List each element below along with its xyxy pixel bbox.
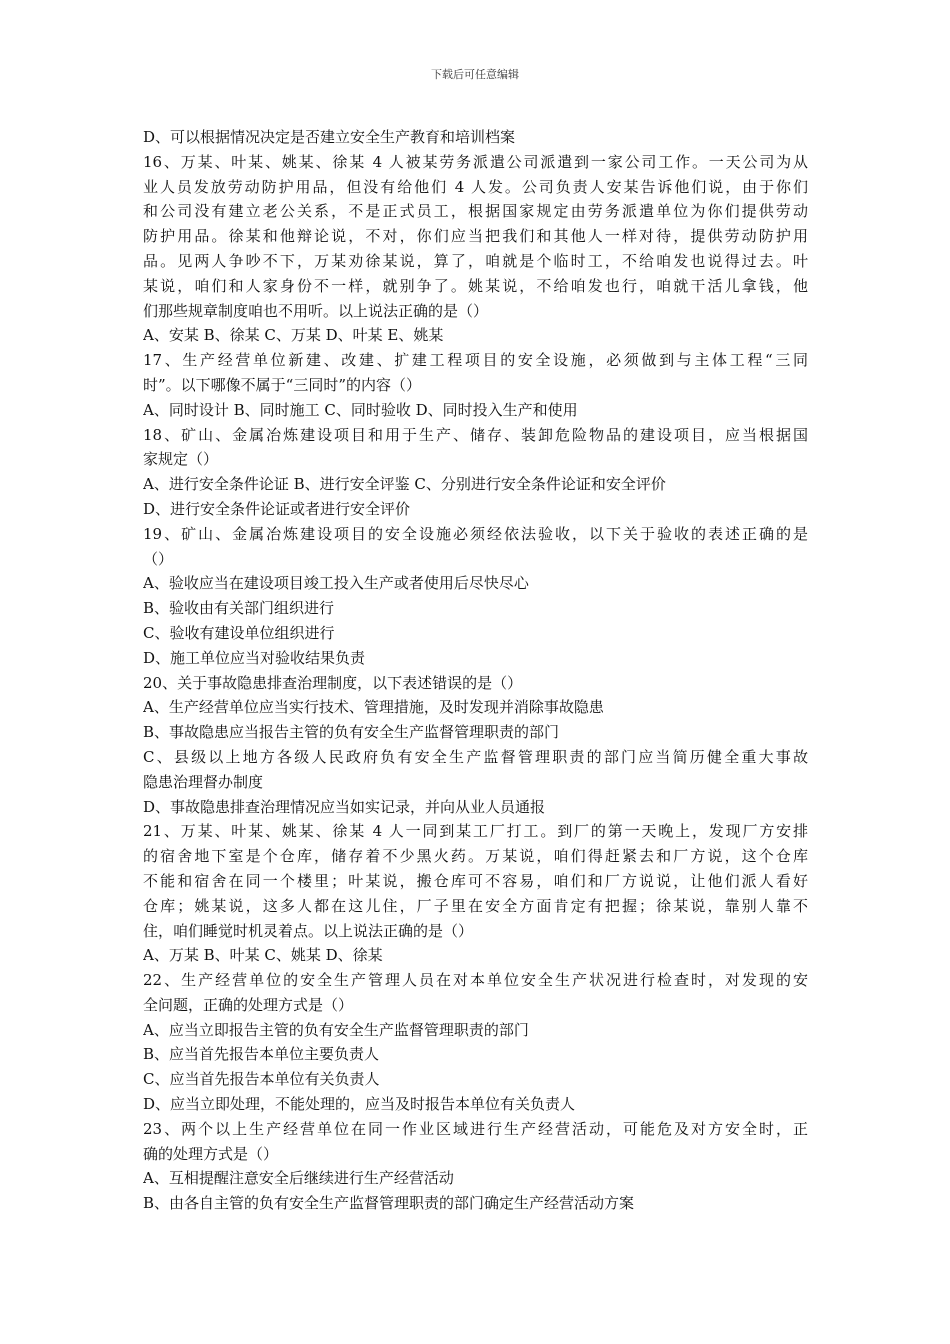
- text-line: 22、生产经营单位的安全生产管理人员在对本单位安全生产状况进行检查时，对发现的安: [143, 971, 808, 990]
- text-line: A、安某 B、徐某 C、万某 D、叶某 E、姚某: [143, 326, 444, 345]
- text-line: （）: [143, 549, 174, 568]
- document-body: [143, 125, 808, 1216]
- text-line: A、进行安全条件论证 B、进行安全评鉴 C、分别进行安全条件论证和安全评价: [143, 475, 666, 494]
- text-line: A、验收应当在建设项目竣工投入生产或者使用后尽快尽心: [143, 574, 529, 593]
- text-line: D、施工单位应当对验收结果负责: [143, 648, 366, 667]
- text-line: 某说，咱们和人家身份不一样，就别争了。姚某说，不给咱发也行，咱就干活儿拿钱，他: [143, 276, 808, 295]
- text-line: 23、两个以上生产经营单位在同一作业区域进行生产经营活动，可能危及对方安全时，正: [143, 1119, 808, 1138]
- text-line: A、互相提醒注意安全后继续进行生产经营活动: [143, 1169, 454, 1188]
- text-line: D、事故隐患排查治理情况应当如实记录，并向从业人员通报: [143, 797, 546, 816]
- text-line: 防护用品。徐某和他辩论说，不对，你们应当把我们和其他人一样对待，提供劳动防护用: [143, 227, 808, 246]
- text-line: A、应当立即报告主管的负有安全生产监督管理职责的部门: [143, 1020, 529, 1039]
- text-line: 家规定（）: [143, 450, 219, 469]
- text-line: 们那些规章制度咱也不用听。以上说法正确的是（）: [143, 301, 489, 320]
- text-line: 16、万某、叶某、姚某、徐某 4 人被某劳务派遣公司派遣到一家公司工作。一天公司为从: [143, 152, 808, 171]
- text-line: B、应当首先报告本单位主要负责人: [143, 1045, 380, 1064]
- text-line: A、万某 B、叶某 C、姚某 D、徐某: [143, 946, 383, 965]
- text-line: 住，咱们睡觉时机灵着点。以上说法正确的是（）: [143, 921, 474, 940]
- text-line: 和公司没有建立老公关系，不是正式员工，根据国家规定由劳务派遣单位为你们提供劳动: [143, 202, 808, 221]
- text-line: 确的处理方式是（）: [143, 1144, 279, 1163]
- text-line: D、可以根据情况决定是否建立安全生产教育和培训档案: [143, 128, 516, 146]
- text-line: D、进行安全条件论证或者进行安全评价: [143, 499, 411, 518]
- text-line: 18、矿山、金属冶炼建设项目和用于生产、储存、装卸危险物品的建设项目，应当根据国: [143, 425, 808, 444]
- text-line: B、验收由有关部门组织进行: [143, 599, 335, 618]
- text-line: 19、矿山、金属冶炼建设项目的安全设施必须经依法验收，以下关于验收的表述正确的是: [143, 524, 808, 543]
- text-line: B、由各自主管的负有安全生产监督管理职责的部门确定生产经营活动方案: [143, 1194, 635, 1213]
- text-line: A、生产经营单位应当实行技术、管理措施，及时发现并消除事故隐患: [143, 698, 604, 717]
- text-line: 21、万某、叶某、姚某、徐某 4 人一同到某工厂打工。到厂的第一天晚上，发现厂方安排: [143, 822, 808, 841]
- text-line: 隐患治理督办制度: [143, 772, 264, 791]
- text-line: 不能和宿舍在同一个楼里；叶某说，搬仓库可不容易，咱们和厂方说说，让他们派人看好: [143, 871, 808, 890]
- text-line: B、事故隐患应当报告主管的负有安全生产监督管理职责的部门: [143, 723, 560, 742]
- page-header: 下载后可任意编辑: [431, 68, 519, 81]
- text-line: C、应当首先报告本单位有关负责人: [143, 1070, 380, 1089]
- text-line: 17、生产经营单位新建、改建、扩建工程项目的安全设施，必须做到与主体工程“三同: [143, 351, 808, 370]
- text-line: 20、关于事故隐患排查治理制度，以下表述错误的是（）: [143, 673, 523, 692]
- text-line: 业人员发放劳动防护用品，但没有给他们 4 人发。公司负责人安某告诉他们说，由于你们: [143, 177, 808, 196]
- text-line: C、验收有建设单位组织进行: [143, 623, 335, 642]
- text-line: 时”。以下哪像不属于“三同时”的内容（）: [143, 375, 422, 394]
- text-line: 仓库；姚某说，这多人都在这儿住，厂子里在安全方面肯定有把握；徐某说，靠别人靠不: [143, 896, 808, 915]
- text-line: A、同时设计 B、同时施工 C、同时验收 D、同时投入生产和使用: [143, 400, 578, 419]
- text-line: D、应当立即处理，不能处理的，应当及时报告本单位有关负责人: [143, 1095, 576, 1114]
- text-line: C、县级以上地方各级人民政府负有安全生产监督管理职责的部门应当简历健全重大事故: [143, 747, 808, 766]
- text-line: 全问题，正确的处理方式是（）: [143, 995, 354, 1014]
- text-line: 的宿舍地下室是个仓库，储存着不少黑火药。万某说，咱们得赶紧去和厂方说，这个仓库: [143, 847, 808, 866]
- text-line: 品。见两人争吵不下，万某劝徐某说，算了，咱就是个临时工，不给咱发也说得过去。叶: [143, 251, 808, 270]
